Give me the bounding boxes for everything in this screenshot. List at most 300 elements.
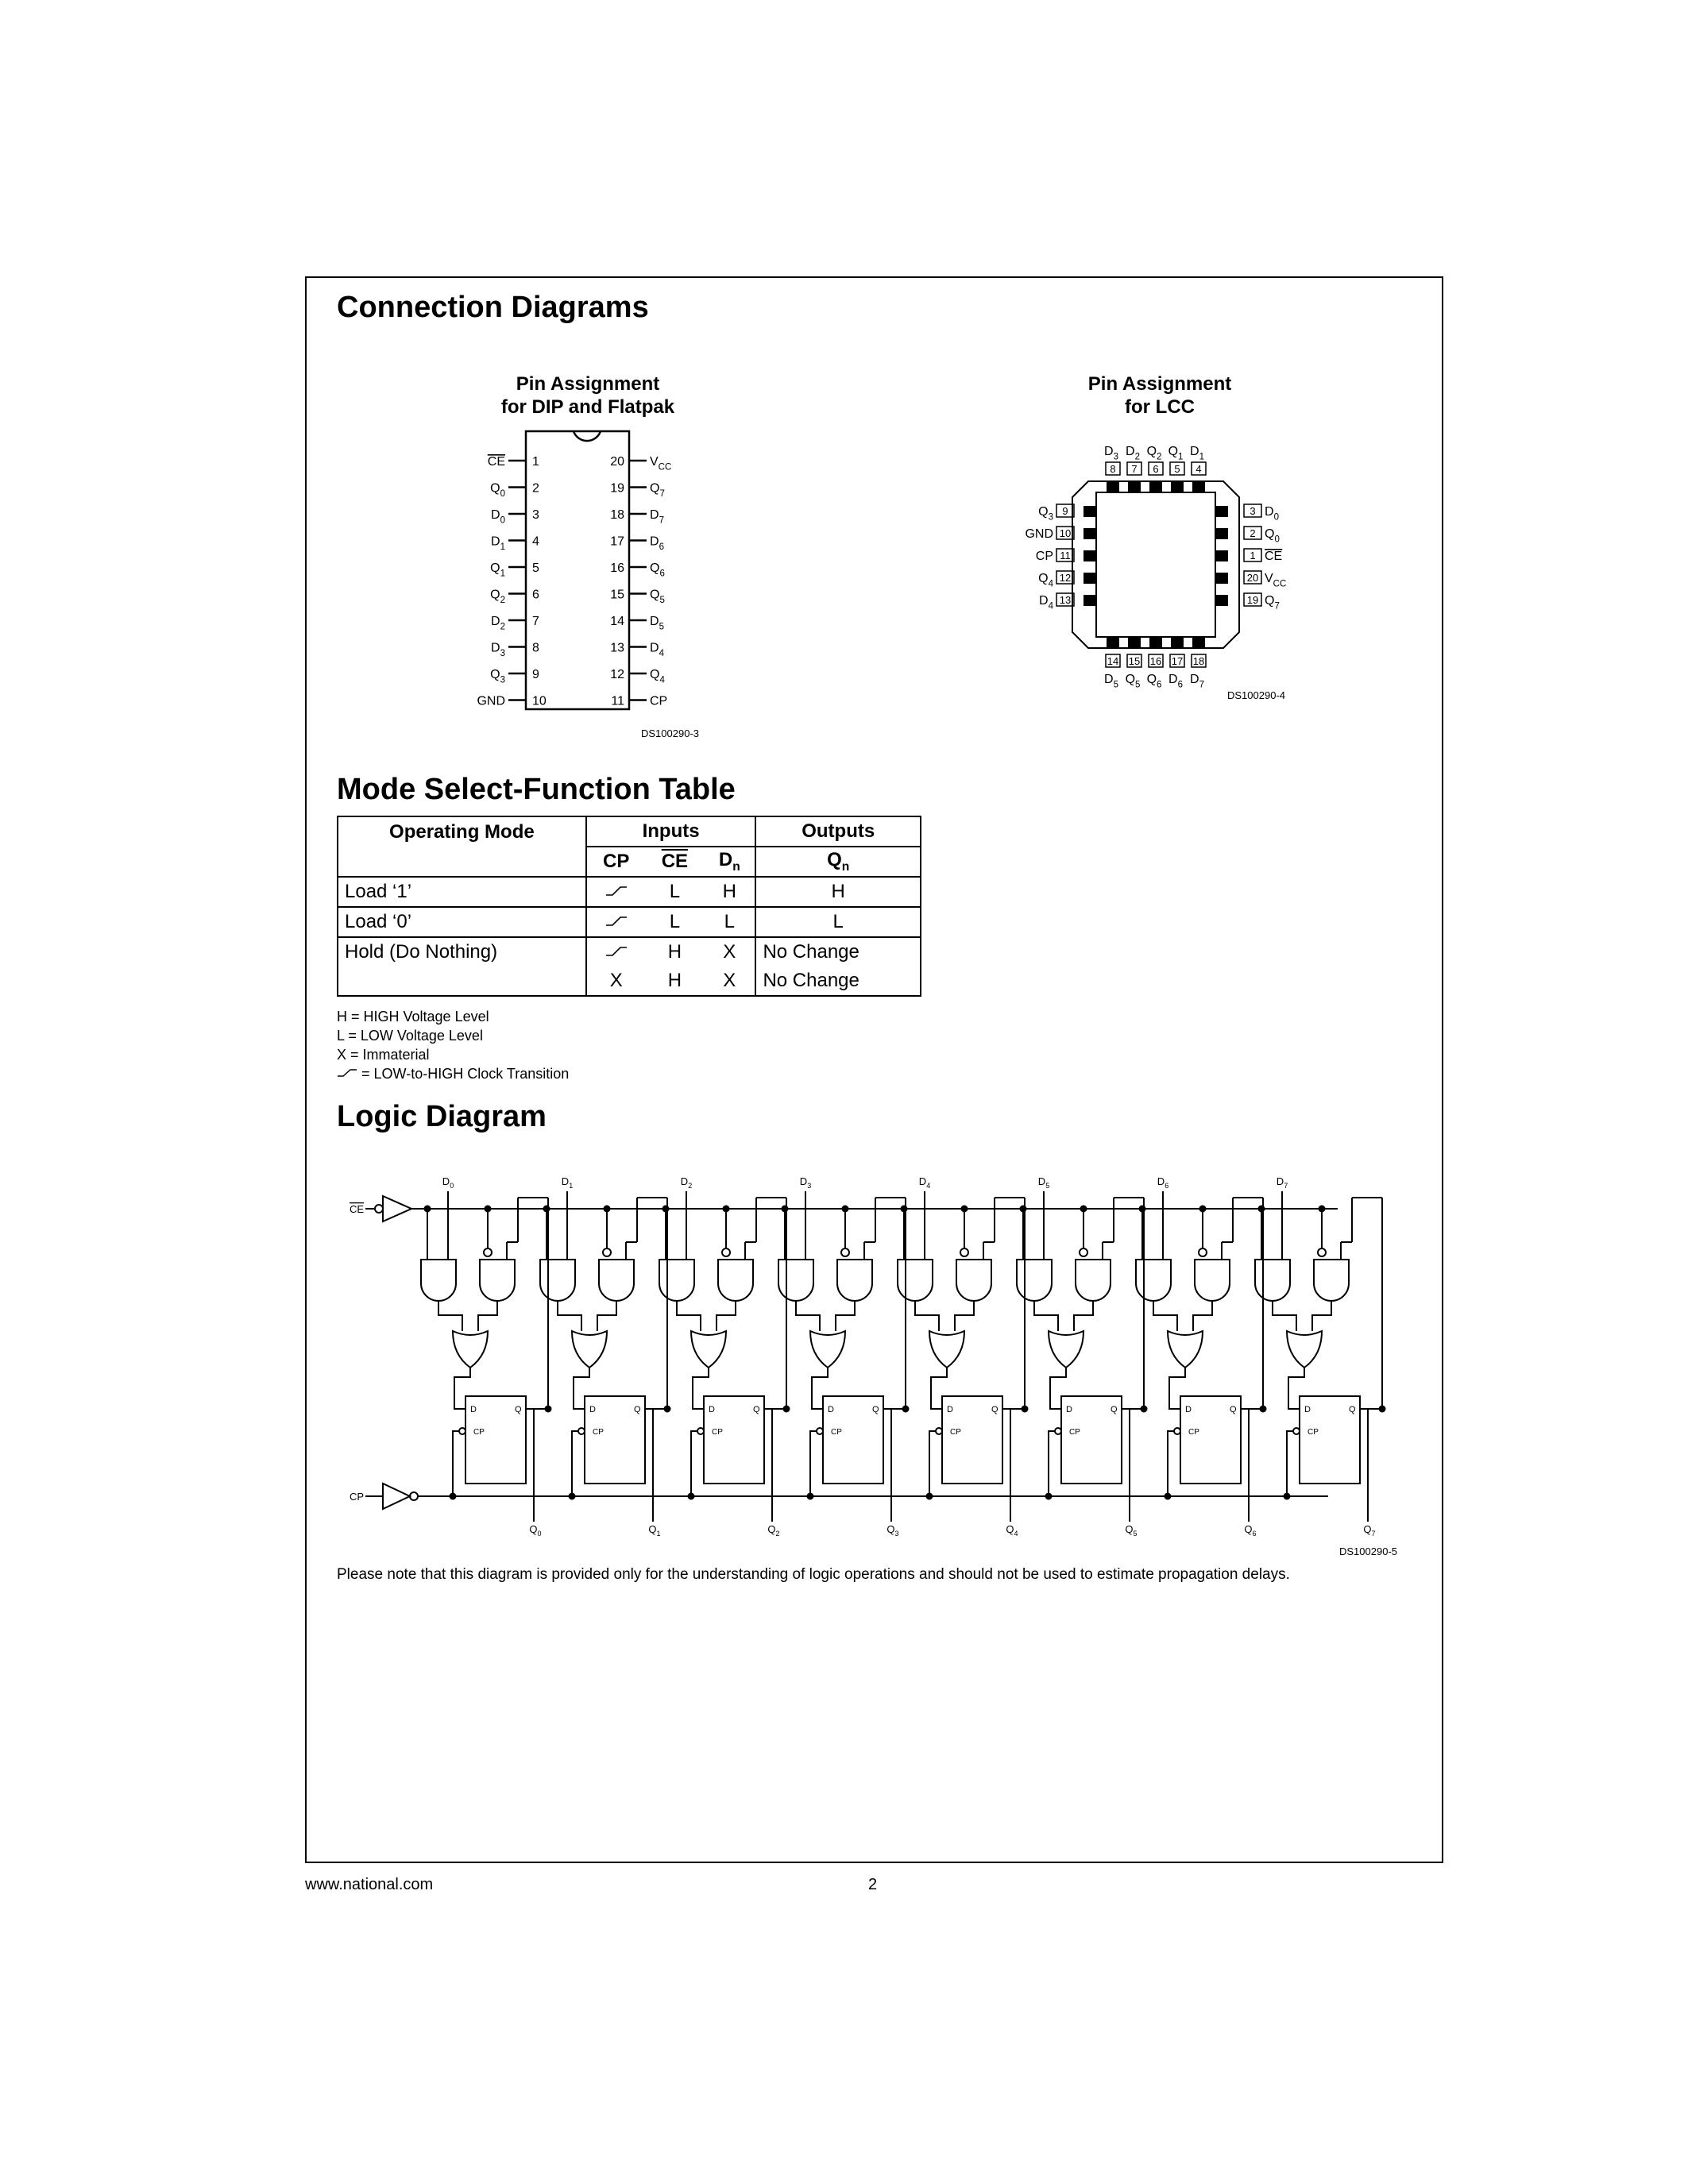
- th-inputs: Inputs: [586, 816, 756, 847]
- ff-q-label: Q: [872, 1405, 879, 1414]
- or-gate-icon: [810, 1331, 845, 1368]
- inverter-bubble: [1318, 1248, 1326, 1256]
- ff-d-label: D: [589, 1405, 596, 1414]
- table-row: [338, 937, 921, 967]
- lcc-pin-name: $Q_2$: [1146, 445, 1162, 462]
- and-or-wire: [677, 1301, 701, 1331]
- inverter-bubble: [1080, 1248, 1087, 1256]
- dip-pin-name: $Q_7$: [650, 481, 665, 500]
- or-ff-wire: [1288, 1368, 1304, 1409]
- junction-dot: [784, 1406, 790, 1412]
- lcc-pin-number: 8: [1110, 463, 1116, 475]
- row-qn: No Change: [755, 967, 921, 996]
- and-or-wire: [1312, 1301, 1331, 1331]
- or-gate-icon: [572, 1331, 607, 1368]
- ff-cp-label: CP: [950, 1428, 961, 1437]
- junction-dot: [903, 1406, 909, 1412]
- logic-output-label: $Q_2$: [767, 1523, 780, 1538]
- clock-bubble: [1174, 1428, 1180, 1434]
- connection-diagrams-title: Connection Diagrams: [337, 291, 649, 324]
- dip-pin-number: 4: [532, 534, 539, 549]
- dip-pin-name: $D_1$: [491, 534, 505, 553]
- lcc-pad: [1083, 595, 1096, 606]
- logic-input-label: $D_6$: [1157, 1175, 1169, 1190]
- logic-output-label: $Q_6$: [1244, 1523, 1257, 1538]
- row-cp: [586, 907, 646, 937]
- ff-q-label: Q: [1349, 1405, 1356, 1414]
- dip-pin-number: 9: [532, 668, 539, 681]
- dip-pin-number: 13: [610, 641, 624, 655]
- lcc-pad: [1215, 528, 1228, 539]
- and-gate-icon: [1314, 1260, 1349, 1301]
- row-mode: [338, 967, 586, 996]
- lcc-die: [1096, 492, 1215, 637]
- row-qn: L: [755, 907, 921, 937]
- row-cp: X: [586, 967, 646, 996]
- ce-inverter-bubble: [375, 1205, 383, 1213]
- junction-dot: [570, 1494, 575, 1499]
- lcc-pin-number: 17: [1171, 655, 1184, 667]
- ff-d-label: D: [1304, 1405, 1311, 1414]
- row-dn: X: [704, 967, 755, 996]
- lcc-pad: [1107, 481, 1119, 492]
- lcc-pin-number: 10: [1059, 527, 1072, 539]
- lcc-package-diagram: [1009, 429, 1311, 691]
- dip-pin-number: 8: [532, 641, 539, 655]
- dip-pin-name: $Q_0$: [490, 481, 505, 500]
- clock-bubble: [936, 1428, 942, 1434]
- lcc-pin-name: $D_2$: [1126, 445, 1140, 462]
- or-gate-icon: [1168, 1331, 1203, 1368]
- or-ff-wire: [931, 1368, 947, 1409]
- logic-output-label: $Q_4$: [1006, 1523, 1018, 1538]
- lcc-pin-name: CE: [1265, 550, 1283, 563]
- lcc-pad: [1192, 637, 1205, 648]
- ff-cp-label: CP: [831, 1428, 842, 1437]
- th-ce-text: $\overline{CE}$: [661, 851, 689, 872]
- th-cp: CP: [586, 847, 646, 877]
- lcc-pin-number: 16: [1149, 655, 1162, 667]
- lcc-pin-name: $D_0$: [1265, 505, 1279, 523]
- junction-dot: [689, 1494, 694, 1499]
- junction-dot: [1141, 1406, 1147, 1412]
- lcc-pad: [1215, 573, 1228, 584]
- dip-pin-name: $V_{CC}$: [650, 455, 672, 473]
- junction-dot: [1165, 1494, 1171, 1499]
- dip-pin-number: 6: [532, 588, 539, 602]
- dip-pin-number: 10: [532, 694, 547, 708]
- lcc-pin-name: $D_1$: [1190, 445, 1204, 462]
- junction-dot: [1284, 1494, 1290, 1499]
- ff-cp-label: CP: [712, 1428, 723, 1437]
- logic-diagram-title: Logic Diagram: [337, 1100, 547, 1133]
- ff-cp-label: CP: [1069, 1428, 1080, 1437]
- or-ff-wire: [574, 1368, 589, 1409]
- lcc-ds-label: DS100290-4: [1227, 689, 1285, 701]
- ff-q-label: Q: [1230, 1405, 1237, 1414]
- cp-buffer-icon: [383, 1484, 410, 1509]
- lcc-pin-name: GND: [1025, 527, 1053, 541]
- lcc-pad: [1083, 573, 1096, 584]
- lcc-pad: [1171, 637, 1184, 648]
- lcc-pad: [1149, 637, 1162, 648]
- cp-input-label: CP: [350, 1491, 365, 1503]
- dip-pin-name: $Q_6$: [650, 561, 665, 579]
- ff-cp-label: CP: [1188, 1428, 1199, 1437]
- lcc-pad: [1215, 595, 1228, 606]
- inverter-bubble: [1199, 1248, 1207, 1256]
- lcc-pin-number: 4: [1196, 463, 1202, 475]
- or-gate-icon: [691, 1331, 726, 1368]
- clock-bubble: [1055, 1428, 1061, 1434]
- function-table: [337, 816, 921, 997]
- row-mode: Load ‘0’: [338, 907, 586, 937]
- disclaimer: Please note that this diagram is provided only for the understanding of logic operations and should not be used to estimate propagation delays.: [337, 1566, 1290, 1583]
- clock-bubble: [817, 1428, 823, 1434]
- logic-output-label: $Q_1$: [648, 1523, 661, 1538]
- or-ff-wire: [812, 1368, 828, 1409]
- th-outputs: Outputs: [755, 816, 921, 847]
- junction-dot: [665, 1406, 670, 1412]
- th-qn: [755, 847, 921, 877]
- dip-left-pins: [477, 455, 546, 708]
- dip-pin-number: 16: [610, 561, 624, 575]
- row-qn: No Change: [755, 937, 921, 967]
- lcc-pad: [1149, 481, 1162, 492]
- and-or-wire: [796, 1301, 820, 1331]
- or-gate-icon: [1049, 1331, 1083, 1368]
- dip-pin-name: $D_3$: [491, 641, 505, 659]
- inverter-bubble: [960, 1248, 968, 1256]
- ff-cp-label: CP: [593, 1428, 604, 1437]
- dip-pin-name: $D_0$: [491, 508, 505, 526]
- cp-tap-wire: [453, 1431, 459, 1496]
- ff-q-label: Q: [634, 1405, 641, 1414]
- table-row: [338, 877, 921, 907]
- ff-q-label: Q: [991, 1405, 999, 1414]
- ff-d-label: D: [470, 1405, 477, 1414]
- and-gate-icon: [837, 1260, 872, 1301]
- cp-tap-wire: [810, 1431, 817, 1496]
- logic-output-label: $Q_3$: [886, 1523, 899, 1538]
- or-ff-wire: [1050, 1368, 1066, 1409]
- mode-select-title: Mode Select-Function Table: [337, 773, 736, 806]
- lcc-pad: [1215, 506, 1228, 517]
- junction-dot: [1046, 1494, 1052, 1499]
- and-or-wire: [1074, 1301, 1093, 1331]
- note-clock-text: = LOW-to-HIGH Clock Transition: [361, 1066, 570, 1082]
- rise-edge-icon: [605, 915, 628, 928]
- and-or-wire: [717, 1301, 736, 1331]
- and-gate-icon: [659, 1260, 694, 1301]
- and-gate-icon: [421, 1260, 456, 1301]
- note-h: H = HIGH Voltage Level: [337, 1009, 489, 1024]
- junction-dot: [1022, 1406, 1028, 1412]
- row-mode: Hold (Do Nothing): [338, 937, 586, 967]
- row-dn: H: [704, 877, 755, 907]
- logic-input-label: $D_4$: [918, 1175, 931, 1190]
- ff-d-label: D: [1066, 1405, 1072, 1414]
- th-dn: [704, 847, 755, 877]
- dip-pin-name: $D_5$: [650, 615, 664, 632]
- th-dn-sub: n: [732, 859, 740, 874]
- row-dn: X: [704, 937, 755, 967]
- logic-output-label: $Q_0$: [529, 1523, 542, 1538]
- rise-edge-icon: [605, 945, 628, 958]
- dip-pin-number: 14: [610, 615, 624, 628]
- lcc-pin-number: 3: [1250, 505, 1256, 517]
- cp-tap-wire: [691, 1431, 697, 1496]
- and-or-wire: [1034, 1301, 1058, 1331]
- inverter-bubble: [603, 1248, 611, 1256]
- footer-url-link[interactable]: www.national.com: [305, 1876, 434, 1893]
- ff-cp-label: CP: [1308, 1428, 1319, 1437]
- clock-bubble: [697, 1428, 704, 1434]
- row-ce: L: [646, 877, 704, 907]
- or-ff-wire: [693, 1368, 709, 1409]
- and-or-wire: [1273, 1301, 1296, 1331]
- logic-output-label: $Q_5$: [1125, 1523, 1138, 1538]
- footer-page-number: 2: [868, 1876, 878, 1893]
- junction-dot: [808, 1494, 813, 1499]
- ff-d-label: D: [947, 1405, 953, 1414]
- lcc-pin-name: $Q_3$: [1038, 505, 1053, 523]
- dip-pin-name: $Q_5$: [650, 588, 665, 606]
- ff-d-label: D: [1185, 1405, 1192, 1414]
- logic-input-label: $D_5$: [1037, 1175, 1050, 1190]
- or-gate-icon: [1287, 1331, 1322, 1368]
- inverter-bubble: [484, 1248, 492, 1256]
- inverter-bubble: [722, 1248, 730, 1256]
- lcc-outer-body: [1072, 481, 1239, 648]
- note-l: L = LOW Voltage Level: [337, 1028, 483, 1044]
- logic-input-label: $D_7$: [1276, 1175, 1288, 1190]
- dip-pin-number: 20: [610, 455, 624, 469]
- th-operating-mode: Operating Mode: [338, 816, 586, 847]
- th-blank: [338, 847, 586, 877]
- dip-ds-label: DS100290-3: [641, 727, 699, 739]
- lcc-pin-number: 2: [1250, 527, 1256, 539]
- dip-right-pins: [610, 455, 671, 708]
- lcc-pin-name: $Q_0$: [1265, 527, 1280, 545]
- lcc-caption: [1049, 372, 1271, 419]
- lcc-pin-name: $V_{CC}$: [1265, 572, 1287, 589]
- lcc-pin-number: 11: [1060, 550, 1071, 561]
- or-gate-icon: [929, 1331, 964, 1368]
- th-dn-text: D: [718, 849, 733, 871]
- logic-input-label: $D_1$: [561, 1175, 574, 1190]
- dip-pin-number: 1: [532, 455, 539, 469]
- ff-cp-label: CP: [473, 1428, 485, 1437]
- rise-edge-icon: [337, 1067, 357, 1078]
- and-or-wire: [1193, 1301, 1212, 1331]
- note-clock: [337, 1064, 569, 1083]
- and-gate-icon: [540, 1260, 575, 1301]
- row-ce: L: [646, 907, 704, 937]
- lcc-pad: [1215, 550, 1228, 561]
- and-gate-icon: [1017, 1260, 1052, 1301]
- dip-package-diagram: [469, 429, 731, 747]
- lcc-pad: [1128, 481, 1141, 492]
- ff-q-label: Q: [753, 1405, 760, 1414]
- clock-bubble: [459, 1428, 465, 1434]
- clock-bubble: [1293, 1428, 1300, 1434]
- and-or-wire: [478, 1301, 497, 1331]
- ce-buffer-icon: [383, 1196, 411, 1221]
- and-gate-icon: [718, 1260, 753, 1301]
- lcc-pin-name: CP: [1035, 550, 1053, 563]
- dip-pin-number: 19: [610, 481, 624, 496]
- cp-tap-wire: [1049, 1431, 1055, 1496]
- and-gate-icon: [898, 1260, 933, 1301]
- lcc-caption-line2: for LCC: [1125, 396, 1195, 418]
- dip-pin-name: $Q_4$: [650, 668, 665, 685]
- row-mode: Load ‘1’: [338, 877, 586, 907]
- lcc-pin-name: $Q_6$: [1146, 673, 1162, 690]
- inverter-bubble: [841, 1248, 849, 1256]
- or-ff-wire: [1169, 1368, 1185, 1409]
- row-cp: [586, 877, 646, 907]
- lcc-caption-line1: Pin Assignment: [1087, 373, 1232, 395]
- dip-pin-name: GND: [477, 694, 505, 708]
- cp-tap-wire: [929, 1431, 936, 1496]
- cp-tap-wire: [1168, 1431, 1174, 1496]
- cp-tap-wire: [572, 1431, 578, 1496]
- dip-pin-number: 12: [610, 668, 624, 681]
- th-ce: [646, 847, 704, 877]
- lcc-pin-number: 9: [1062, 505, 1068, 517]
- and-gate-icon: [1076, 1260, 1111, 1301]
- table-row: [338, 967, 921, 996]
- dip-pin-name: CP: [650, 694, 668, 708]
- ff-d-label: D: [709, 1405, 715, 1414]
- dip-notch: [574, 431, 601, 441]
- ff-d-label: D: [828, 1405, 834, 1414]
- dip-pin-number: 5: [532, 561, 539, 575]
- lcc-pin-number: 18: [1192, 655, 1205, 667]
- lcc-pin-name: $Q_7$: [1265, 594, 1280, 612]
- dip-pin-name: $D_7$: [650, 508, 664, 526]
- dip-caption: [477, 372, 699, 419]
- lcc-pad: [1083, 506, 1096, 517]
- dip-pin-name: $D_2$: [491, 615, 505, 632]
- lcc-pin-number: 13: [1059, 594, 1072, 606]
- lcc-pin-name: $Q_1$: [1168, 445, 1184, 462]
- junction-dot: [1261, 1406, 1266, 1412]
- lcc-pin-number: 1: [1250, 550, 1256, 561]
- and-or-wire: [558, 1301, 581, 1331]
- row-ce: H: [667, 941, 682, 963]
- logic-input-label: $D_0$: [442, 1175, 454, 1190]
- lcc-pad: [1107, 637, 1119, 648]
- dip-pin-name: $Q_2$: [490, 588, 505, 606]
- lcc-pin-number: 19: [1246, 594, 1259, 606]
- dip-caption-line2: for DIP and Flatpak: [500, 396, 675, 418]
- lcc-pin-number: 15: [1128, 655, 1141, 667]
- junction-dot: [546, 1406, 551, 1412]
- lcc-pin-number: 5: [1174, 463, 1180, 475]
- lcc-pin-name: $D_7$: [1190, 673, 1204, 690]
- and-or-wire: [836, 1301, 855, 1331]
- lcc-pin-number: 7: [1131, 463, 1138, 475]
- and-gate-icon: [778, 1260, 813, 1301]
- or-gate-icon: [453, 1331, 488, 1368]
- dip-pin-number: 15: [610, 588, 624, 602]
- and-gate-icon: [599, 1260, 634, 1301]
- logic-diagram: [337, 1160, 1417, 1565]
- dip-pin-number: 18: [610, 508, 624, 522]
- and-or-wire: [915, 1301, 939, 1331]
- clock-bubble: [578, 1428, 585, 1434]
- and-gate-icon: [1255, 1260, 1290, 1301]
- junction-dot: [450, 1494, 456, 1499]
- lcc-pin-number: 20: [1246, 572, 1259, 584]
- and-or-wire: [597, 1301, 616, 1331]
- lcc-pin-name: $D_5$: [1104, 673, 1118, 690]
- dip-pin-name: $Q_1$: [490, 561, 505, 579]
- lcc-pin-name: $Q_5$: [1125, 673, 1141, 690]
- lcc-pad: [1083, 528, 1096, 539]
- dip-pin-name: $Q_3$: [490, 668, 505, 685]
- dip-pin-name: CE: [487, 455, 505, 469]
- lcc-pin-name: $D_4$: [1039, 594, 1053, 612]
- ff-q-label: Q: [515, 1405, 522, 1414]
- lcc-pin-number: 14: [1107, 655, 1119, 667]
- and-or-wire: [438, 1301, 462, 1331]
- dip-pin-name: $D_6$: [650, 534, 664, 553]
- junction-dot: [1380, 1406, 1385, 1412]
- lcc-pin-name: $D_3$: [1104, 445, 1118, 462]
- row-qn: H: [755, 877, 921, 907]
- row-dn: L: [704, 907, 755, 937]
- and-or-wire: [955, 1301, 974, 1331]
- lcc-pin-name: $D_6$: [1168, 673, 1183, 690]
- ff-q-label: Q: [1111, 1405, 1118, 1414]
- lcc-pad: [1083, 550, 1096, 561]
- lcc-pin-number: 12: [1059, 572, 1072, 584]
- ce-input-label: CE: [350, 1203, 365, 1215]
- or-ff-wire: [454, 1368, 470, 1409]
- and-gate-icon: [480, 1260, 515, 1301]
- and-or-wire: [1153, 1301, 1177, 1331]
- row-ce: H: [646, 967, 704, 996]
- and-gate-icon: [1195, 1260, 1230, 1301]
- logic-output-label: $Q_7$: [1363, 1523, 1376, 1538]
- rise-edge-icon: [605, 885, 628, 897]
- lcc-pad: [1171, 481, 1184, 492]
- lcc-pad: [1192, 481, 1205, 492]
- logic-input-label: $D_2$: [680, 1175, 693, 1190]
- lcc-pin-number: 6: [1153, 463, 1159, 475]
- logic-ds-label: DS100290-5: [1339, 1545, 1397, 1557]
- lcc-pad: [1128, 637, 1141, 648]
- dip-pin-number: 3: [532, 508, 539, 522]
- junction-dot: [927, 1494, 933, 1499]
- dip-pin-number: 7: [532, 615, 539, 628]
- table-notes: [337, 1007, 569, 1083]
- cp-tap-wire: [1287, 1431, 1293, 1496]
- dip-pin-number: 11: [611, 694, 624, 708]
- table-row: [338, 907, 921, 937]
- dip-pin-number: 17: [610, 534, 624, 549]
- and-gate-icon: [1136, 1260, 1171, 1301]
- and-gate-icon: [956, 1260, 991, 1301]
- dip-caption-line1: Pin Assignment: [516, 373, 660, 395]
- lcc-pin-name: $Q_4$: [1038, 572, 1053, 589]
- note-x: X = Immaterial: [337, 1047, 430, 1063]
- dip-pin-number: 2: [532, 481, 539, 496]
- row-cp: [586, 937, 646, 967]
